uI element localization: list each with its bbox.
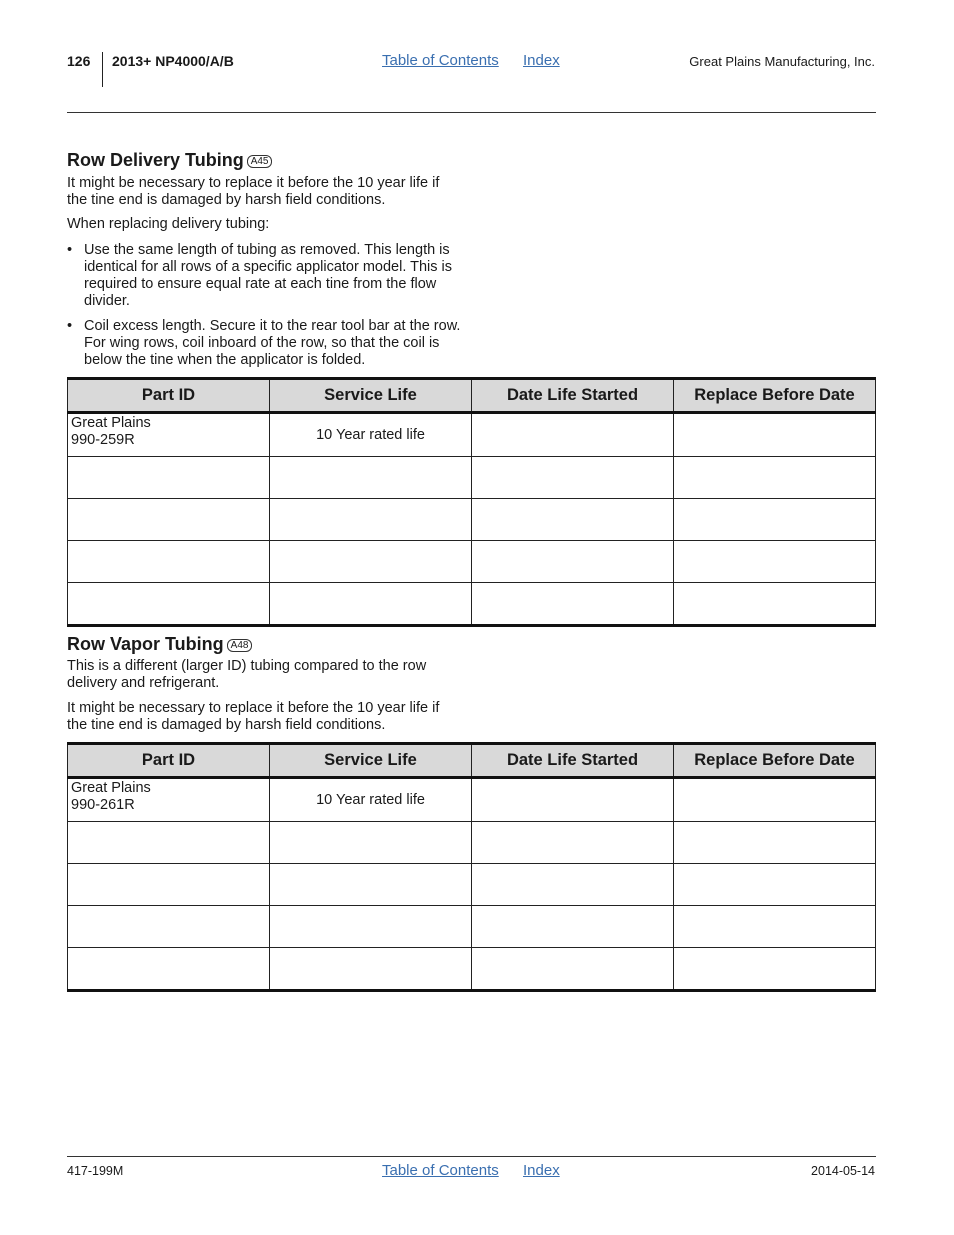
table-row	[68, 583, 876, 626]
service-life-cell[interactable]	[270, 948, 472, 991]
replace-date-cell[interactable]	[674, 457, 876, 499]
table-row	[68, 864, 876, 906]
replace-date-cell[interactable]	[674, 948, 876, 991]
section-title	[67, 634, 252, 655]
section2-paragraph-2: It might be necessary to replace it before the 10 year life if the tine end is damaged by harsh field conditions.	[67, 700, 440, 733]
date-started-cell[interactable]	[472, 948, 674, 991]
table-row	[68, 906, 876, 948]
part-id-cell	[68, 778, 270, 822]
model-title: 2013+ NP4000/A/B	[112, 53, 234, 69]
col-header-service-life: Service Life	[270, 379, 472, 413]
date-started-cell[interactable]	[472, 906, 674, 948]
service-life-cell[interactable]	[270, 906, 472, 948]
header-rule	[67, 112, 876, 113]
table-row	[68, 413, 876, 457]
service-life-cell: 10 Year rated life	[270, 778, 472, 822]
date-started-cell[interactable]	[472, 499, 674, 541]
header-divider	[102, 52, 103, 87]
replace-date-cell[interactable]	[674, 906, 876, 948]
section-row-vapor	[67, 634, 252, 655]
part-id-cell[interactable]	[68, 499, 270, 541]
header-index-link[interactable]: Index	[523, 52, 560, 69]
part-id-value: Great Plains 990-261R	[71, 780, 151, 813]
section1-paragraph-2: When replacing delivery tubing:	[67, 216, 270, 232]
section1-paragraph-1: It might be necessary to replace it before the 10 year life if the tine end is damaged by harsh field conditions.	[67, 175, 440, 208]
col-header-part-id: Part ID	[68, 379, 270, 413]
service-life-cell[interactable]	[270, 583, 472, 626]
figure-ref-badge: A45	[247, 155, 273, 168]
col-header-replace-date: Replace Before Date	[674, 744, 876, 778]
footer-toc-link[interactable]: Table of Contents	[382, 1162, 499, 1179]
part-id-cell[interactable]	[68, 583, 270, 626]
part-id-value: Great Plains 990-259R	[71, 415, 151, 448]
service-life-cell[interactable]	[270, 864, 472, 906]
service-life-cell: 10 Year rated life	[270, 413, 472, 457]
part-id-cell[interactable]	[68, 541, 270, 583]
part-id-cell	[68, 413, 270, 457]
table-row	[68, 778, 876, 822]
header-toc-link[interactable]: Table of Contents	[382, 52, 499, 69]
page-number: 126	[67, 53, 91, 69]
section-title-text: Row Delivery Tubing	[67, 150, 244, 170]
col-header-service-life: Service Life	[270, 744, 472, 778]
replace-date-cell[interactable]	[674, 499, 876, 541]
section2-paragraph-1: This is a different (larger ID) tubing compared to the row delivery and refrigerant.	[67, 658, 427, 691]
col-header-replace-date: Replace Before Date	[674, 379, 876, 413]
date-started-cell[interactable]	[472, 541, 674, 583]
col-header-date-started: Date Life Started	[472, 744, 674, 778]
date-started-cell[interactable]	[472, 778, 674, 822]
footer-rule	[67, 1156, 876, 1157]
replace-date-cell[interactable]	[674, 541, 876, 583]
part-id-cell[interactable]	[68, 906, 270, 948]
service-life-table-delivery	[67, 377, 876, 627]
table-row	[68, 948, 876, 991]
replace-date-cell[interactable]	[674, 822, 876, 864]
section-title-text: Row Vapor Tubing	[67, 634, 224, 654]
col-header-date-started: Date Life Started	[472, 379, 674, 413]
list-item: • Coil excess length. Secure it to the rear tool bar at the row. For wing rows, coil inboard of the row, so that the coil is below the tine when the applicator is folded.	[67, 318, 462, 369]
part-id-cell[interactable]	[68, 864, 270, 906]
replace-date-cell[interactable]	[674, 864, 876, 906]
section1-bullet-list	[67, 242, 462, 377]
table-row	[68, 541, 876, 583]
col-header-part-id: Part ID	[68, 744, 270, 778]
service-life-table-vapor	[67, 742, 876, 992]
date-started-cell[interactable]	[472, 457, 674, 499]
table-header-row	[68, 744, 876, 778]
part-id-cell[interactable]	[68, 822, 270, 864]
document-code: 417-199M	[67, 1164, 124, 1178]
service-life-cell[interactable]	[270, 457, 472, 499]
service-life-cell[interactable]	[270, 541, 472, 583]
service-life-cell[interactable]	[270, 822, 472, 864]
date-started-cell[interactable]	[472, 864, 674, 906]
replace-date-cell[interactable]	[674, 778, 876, 822]
figure-ref-badge: A48	[227, 639, 253, 652]
service-life-cell[interactable]	[270, 499, 472, 541]
list-item: • Use the same length of tubing as removed. This length is identical for all rows of a specific applicator model. This is required to ensure equal rate at each tine from the flow divider.	[67, 242, 462, 310]
part-id-cell[interactable]	[68, 457, 270, 499]
footer-index-link[interactable]: Index	[523, 1162, 560, 1179]
company-name: Great Plains Manufacturing, Inc.	[689, 54, 875, 69]
section-title	[67, 150, 272, 171]
table-row	[68, 499, 876, 541]
table-row	[68, 822, 876, 864]
section-row-delivery	[67, 150, 272, 171]
date-started-cell[interactable]	[472, 413, 674, 457]
table-row	[68, 457, 876, 499]
date-started-cell[interactable]	[472, 583, 674, 626]
date-started-cell[interactable]	[472, 822, 674, 864]
replace-date-cell[interactable]	[674, 583, 876, 626]
part-id-cell[interactable]	[68, 948, 270, 991]
replace-date-cell[interactable]	[674, 413, 876, 457]
publication-date: 2014-05-14	[811, 1164, 875, 1178]
table-header-row	[68, 379, 876, 413]
